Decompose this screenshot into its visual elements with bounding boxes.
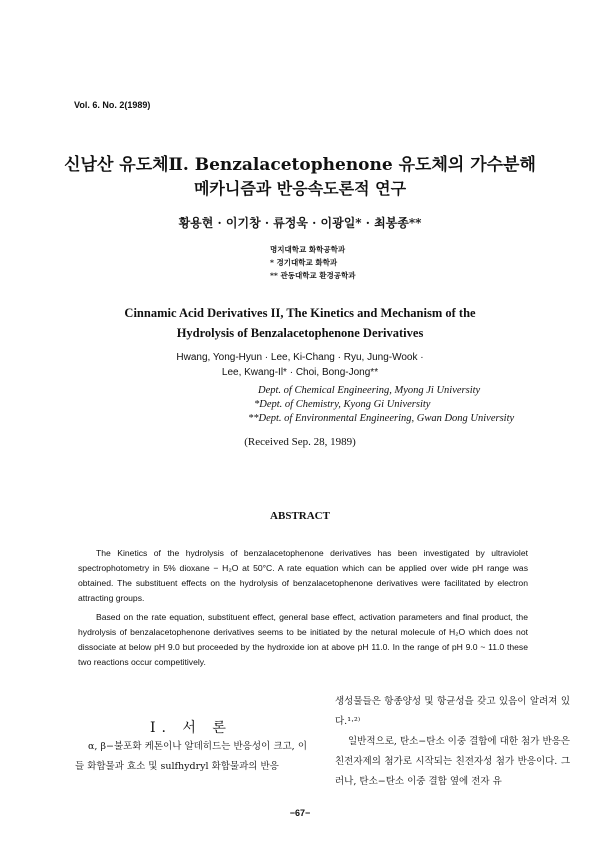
abstract-paragraph-1: The Kinetics of the hydrolysis of benzalacetophenone derivatives has been investigated by ultraviolet spectrophotometry in 5% dioxane − H₂O at 50°C. A rate equation which can be applied over wide pH range was obtained. The substituent effects on the hydrolysis of benzalacetophenone derivatives were facilitated by electron attracting groups. (78, 548, 528, 603)
korean-affiliation-2: * 경기대학교 화학과 (270, 258, 338, 267)
intro-paragraph-2: 일반적으로, 탄소−탄소 이중 결합에 대한 첨가 반응은 친전자제의 첨가로 시작되는 친전자성 첨가 반응이다. 그러나, 탄소−탄소 이중 결합 옆에 전자 유 (335, 736, 570, 787)
korean-affiliation-1: 명지대학교 화학공학과 (270, 245, 346, 254)
received-date: (Received Sep. 28, 1989) (244, 436, 356, 448)
abstract-body (78, 546, 528, 670)
english-affiliation-3: **Dept. of Environmental Engineering, Gwan Dong University (248, 413, 515, 424)
english-authors-line1: Hwang, Yong-Hyun · Lee, Ki-Chang · Ryu, Jung-Wook · (176, 352, 424, 363)
korean-authors: 황용현 · 이기창 · 류정욱 · 이광일* · 최봉종** (178, 216, 422, 230)
body-column-right (335, 692, 570, 792)
journal-volume: Vol. 6. No. 2(1989) (74, 100, 151, 110)
body-column-left (75, 737, 307, 777)
english-authors-line2: Lee, Kwang-Il* · Choi, Bong-Jong** (221, 367, 379, 378)
english-title-line1: Cinnamic Acid Derivatives II, The Kinetics and Mechanism of the (124, 306, 476, 320)
english-affiliation-2: *Dept. of Chemistry, Kyong Gi University (254, 399, 431, 410)
page-number: −67− (289, 808, 311, 818)
english-title-line2: Hydrolysis of Benzalacetophenone Derivatives (176, 326, 424, 340)
intro-continuation: 생성물들은 항종양성 및 항균성을 갖고 있음이 알려져 있다.¹·²⁾ (335, 696, 570, 727)
korean-title-line1: 신남산 유도체Ⅱ. Benzalacetophenone 유도체의 가수분해 (64, 155, 536, 175)
section-heading-introduction: Ⅰ. 서 론 (150, 720, 232, 736)
korean-affiliation-3: ** 관동대학교 환경공학과 (270, 271, 356, 280)
korean-title-line2: 메카니즘과 반응속도론적 연구 (193, 179, 407, 198)
english-affiliation-1: Dept. of Chemical Engineering, Myong Ji University (258, 385, 481, 396)
abstract-paragraph-2: Based on the rate equation, substituent effect, general base effect, activation parameters and final product, the hydrolysis of benzalacetophenone derivatives seems to be initiated by the netural molecule of H₂O which does not dissociate at below pH 9.0 but proceeded by the hydroxide ion at above pH 11.0. In the range of pH 9.0 ~ 11.0 these two reactions occur competitively. (78, 612, 528, 667)
intro-paragraph-1: α, β−불포화 케톤이나 알데히드는 반응성이 크고, 이들 화합물과 효소 및 sulfhydryl 화합물과의 반응 (75, 741, 307, 772)
abstract-heading: ABSTRACT (270, 510, 330, 522)
